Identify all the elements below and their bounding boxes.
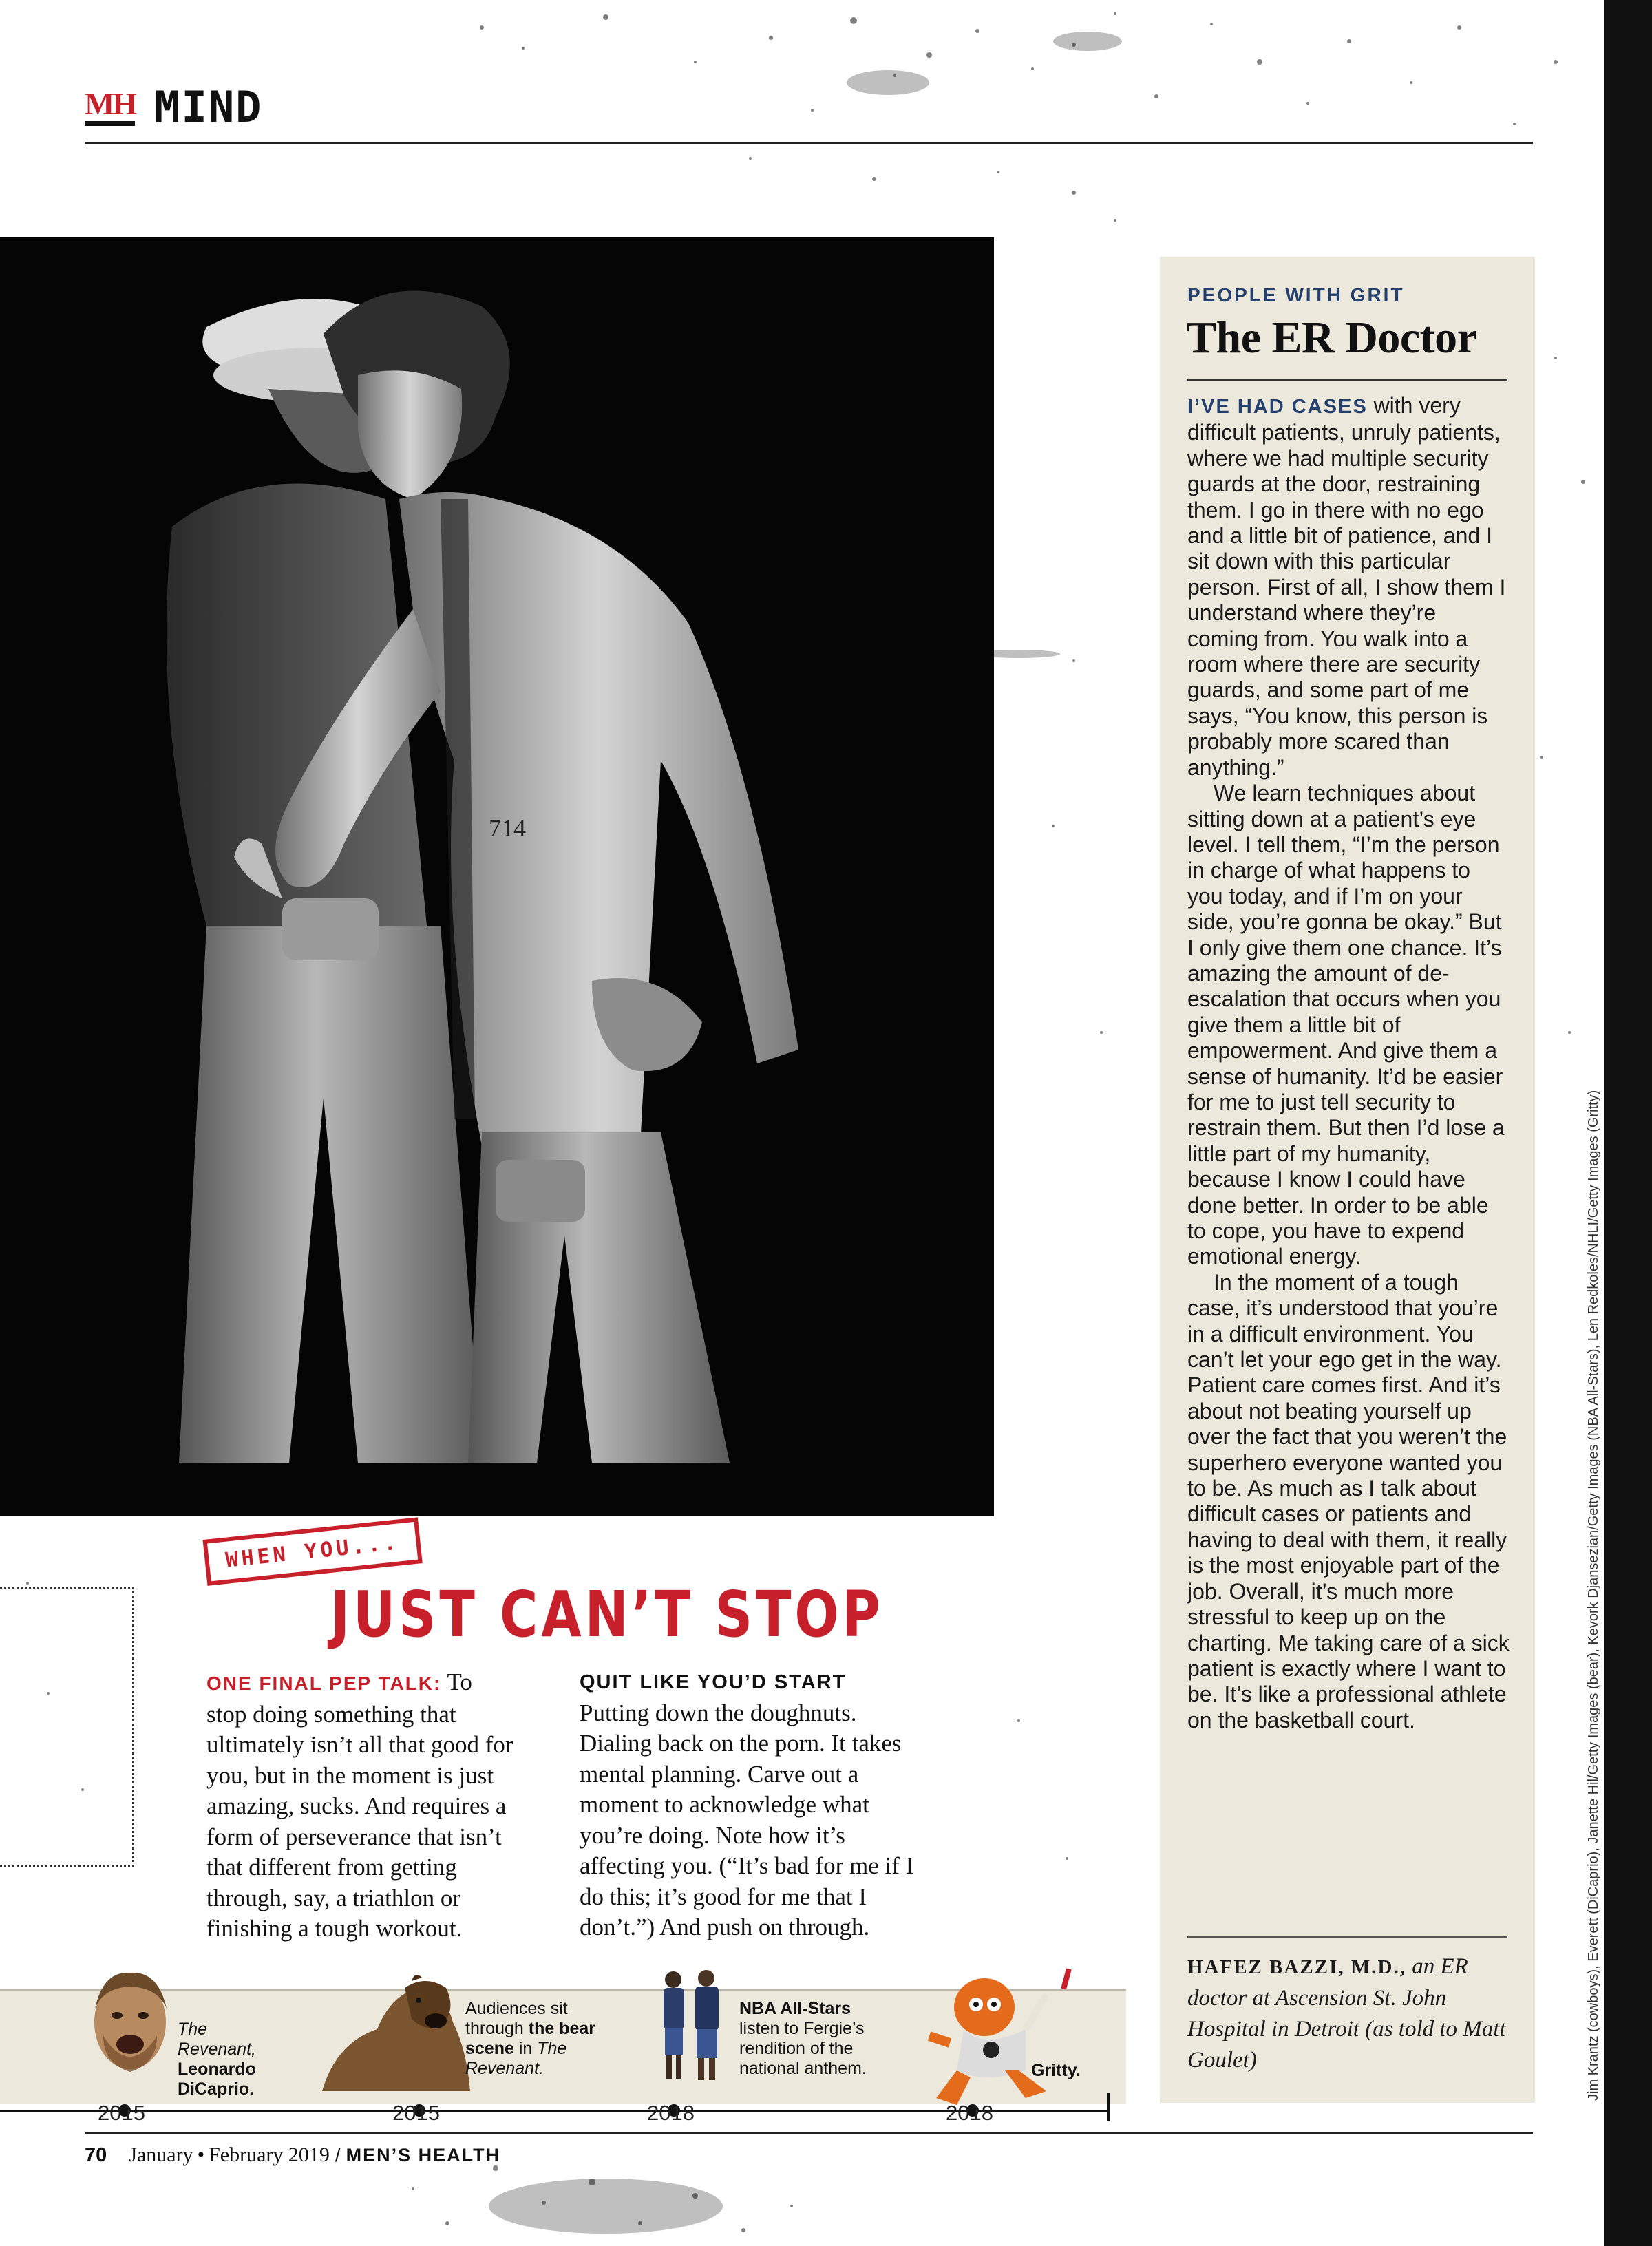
page-edge-bar xyxy=(1604,0,1652,2246)
timeline-caption-4: Gritty. xyxy=(1031,2061,1081,2080)
section-header xyxy=(85,79,263,134)
gritty-image xyxy=(922,1967,1081,2112)
er-doctor-sidebar xyxy=(1160,257,1535,2103)
pep-talk-body: To stop doing something that ultimately isn’t all that good for you, but in the moment is just amazing, sucks. And requires a form of perseverance that isn’t that different from getting through, say, a triathlon or finishing a tough workout. xyxy=(206,1668,513,1942)
sidebar-credit xyxy=(1187,1951,1511,2076)
section-label: MIND xyxy=(154,81,263,132)
sidebar-kicker: PEOPLE WITH GRIT xyxy=(1187,284,1405,306)
bear-image xyxy=(315,1967,474,2091)
rider-buckle xyxy=(496,1160,585,1222)
issue-bullet: • xyxy=(197,2143,205,2166)
doctor-description: an ER doctor at Ascension St. John Hospital in Detroit (as told to Matt Goulet) xyxy=(1187,1954,1506,2073)
sidebar-paragraph: I’VE HAD CASES with very difficult patients, unruly patients, where we had multiple security guards at the door, restraining them. I go in there with no ego and a little bit of patience, and I sit down with this particular person. First of all, I show them I understand where they’re coming from. You walk into a room where there are security guards, and some part of me says, “You know, this person is probably more scared than anything.” xyxy=(1187,393,1506,780)
quit-column xyxy=(580,1667,924,1943)
sidebar-paragraph: In the moment of a tough case, it’s understood that you’re in a difficult environment. You can’t let your ego get in the way. Patient care comes first. And it’s about not beating yourself up over the fact that you weren’t the superhero everyone wanted you to be. As much as I talk about difficult cases or patients and having to deal with them, it really is the most enjoyable part of the job. Overall, it’s much more stressful to keep up on the charting. Me taking care of a sick patient is exactly where I want to be. It’s like a professional athlete on the basketball court. xyxy=(1187,1269,1510,1733)
nba-all-stars-image xyxy=(654,1967,730,2084)
sidebar-body xyxy=(1187,393,1511,1733)
footer-separator: / xyxy=(335,2144,341,2165)
timeline-year: 2018 xyxy=(647,2101,695,2125)
issue-date: February 2019 xyxy=(209,2143,330,2166)
header-rule xyxy=(85,142,1533,144)
timeline-year: 2015 xyxy=(98,2101,145,2125)
magazine-name: MEN’S HEALTH xyxy=(346,2145,501,2165)
mh-logo: MH xyxy=(85,88,135,126)
timeline-caption-1: The Revenant, Leonardo DiCaprio. xyxy=(178,2020,256,2099)
issue-month: January xyxy=(129,2143,193,2166)
footer-rule xyxy=(85,2132,1533,2134)
timeline-axis xyxy=(0,2110,1110,2112)
photo-credits: Jim Krantz (cowboys), Everett (DiCaprio), Janette Hil/Getty Images (bear), Kevork Djansezian/Getty Images (NBA All-Stars), Len Redkoles/NHLI/Getty Images (Gritty) xyxy=(1586,1090,1601,2101)
sidebar-lead-in: I’VE HAD CASES xyxy=(1187,396,1368,418)
timeline-year: 2015 xyxy=(392,2101,440,2125)
belt-buckle xyxy=(282,898,379,960)
sidebar-credit-rule xyxy=(1187,1936,1507,1938)
pep-talk-column xyxy=(206,1667,516,1945)
sidebar-paragraph: We learn techniques about sitting down at a patient’s eye level. I tell them, “I’m the person in charge of what happens to you today, and if I’m on your side, you’re gonna be okay.” But I only give them one chance. It’s amazing the amount of de-escalation that occurs when you give them a little bit of empowerment. And give them a sense of humanity. It’d be easier for me to just tell security to restrain them. But then I’d lose a little part of my humanity, because I know I could have done better. In order to be able to cope, you have to expend emotional energy. xyxy=(1187,781,1505,1269)
pep-talk-heading: ONE FINAL PEP TALK: xyxy=(206,1673,442,1694)
timeline-endcap xyxy=(1107,2093,1110,2121)
timeline-caption-2: Audiences sit through the bear scene in The Revenant. xyxy=(465,1999,596,2078)
page-number: 70 xyxy=(85,2144,107,2166)
dicaprio-image xyxy=(89,1967,171,2075)
page-footer xyxy=(85,2143,500,2167)
quit-heading: QUIT LIKE YOU’D START xyxy=(580,1671,847,1693)
tattoo-text: 714 xyxy=(489,814,526,842)
doctor-name: HAFEZ BAZZI, M.D., xyxy=(1187,1956,1406,1978)
sidebar-title: The ER Doctor xyxy=(1186,312,1477,363)
sidebar-rule xyxy=(1187,379,1507,381)
when-you-title: JUST CAN’T STOP xyxy=(330,1578,884,1651)
quit-body: Putting down the doughnuts. Dialing back on the porn. It takes mental planning. Carve out a moment to acknowledge what you’re doing. Note how it’s affecting you. (“It’s bad for me if I do this; it’s good for me that I don’t.”) And push on through. xyxy=(580,1699,914,1940)
timeline-year: 2018 xyxy=(946,2101,993,2125)
cowboys-photo xyxy=(0,237,994,1516)
dotted-frame xyxy=(0,1587,134,1867)
timeline-caption-3: NBA All-Stars listen to Fergie’s rendition of the national anthem. xyxy=(739,1999,867,2078)
when-you-stamp: WHEN YOU... xyxy=(202,1517,422,1585)
